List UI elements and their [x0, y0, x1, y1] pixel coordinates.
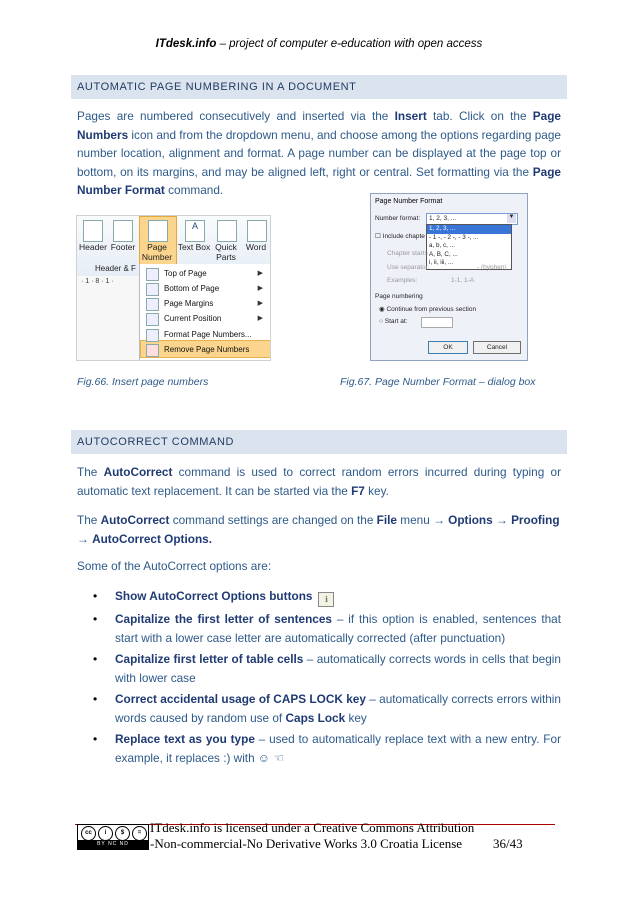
creative-commons-badge[interactable]	[77, 824, 149, 850]
page-numbering-label: Page numbering	[375, 293, 423, 300]
text: command settings are changed on the	[169, 513, 377, 527]
text-bold: File	[376, 513, 397, 527]
number-format-value: 1, 2, 3, ...	[429, 215, 457, 222]
submenu-arrow-icon: ▶	[257, 300, 263, 307]
header-site: ITdesk.info	[155, 38, 217, 50]
list-item[interactable]: i, ii, iii, ...	[429, 259, 454, 266]
section-title: AUTOMATIC PAGE NUMBERING IN A DOCUMENT	[77, 81, 357, 93]
format-page-numbers-icon	[146, 329, 159, 342]
autocorrect-paragraph-1	[77, 463, 561, 500]
ribbon-header-button[interactable]: Header	[79, 242, 107, 252]
ruler: · 1 · 8 · 1 ·	[81, 278, 114, 285]
page-number-format-dialog	[370, 193, 528, 361]
menu-current-position[interactable]: Current Position	[164, 314, 222, 323]
chevron-down-icon: ▼	[507, 214, 516, 223]
cc-badge-label: BY NC ND	[78, 840, 148, 849]
fig67-caption: Fig.67. Page Number Format – dialog box	[340, 376, 536, 388]
text-box-icon: A	[185, 220, 205, 242]
menu-remove-page-numbers[interactable]: Remove Page Numbers	[164, 345, 250, 354]
menu-top-of-page[interactable]: Top of Page	[164, 269, 207, 278]
insert-page-numbers-figure	[76, 215, 271, 361]
bottom-of-page-icon	[146, 283, 159, 296]
page-numbering-paragraph	[77, 107, 561, 200]
text-bold: Insert	[394, 109, 427, 123]
page-number-icon	[148, 220, 168, 242]
include-chapter-checkbox[interactable]: ☐ Include chapte	[375, 233, 425, 240]
cc-icon: cc	[81, 826, 96, 841]
text-bold: Options	[448, 513, 493, 527]
header-tagline: – project of computer e-education with open access	[216, 38, 483, 50]
top-of-page-icon	[146, 268, 159, 281]
text-bold: Proofing	[511, 513, 560, 527]
examples-value: 1-1, 1-A	[451, 277, 475, 284]
text: →	[77, 531, 93, 546]
text-bold: AutoCorrect	[103, 465, 173, 479]
list-item[interactable]: A, B, C, ...	[429, 250, 458, 258]
section-heading-page-numbering	[71, 75, 567, 99]
page-margins-icon	[146, 298, 159, 311]
list-item[interactable]: 1, 2, 3, ...	[427, 225, 511, 234]
cancel-button[interactable]: Cancel	[473, 341, 521, 354]
submenu-arrow-icon: ▶	[257, 315, 263, 322]
examples-label: Examples:	[387, 277, 418, 284]
text: command is used to correct random errors incurred during typing or automatic text replacement. It can be started via the	[77, 465, 562, 498]
include-chapter-label: Include chapte	[382, 233, 425, 240]
list-item[interactable]: - 1 -, - 2 -, - 3 -, ...	[429, 233, 479, 241]
option-text: – used to automatically replace text with a new entry. For example, it replaces :) with ☺ ☜	[115, 732, 562, 765]
autocorrect-options-icon: ℹ	[318, 592, 334, 607]
text: →	[492, 513, 512, 527]
fig66-caption: Fig.66. Insert page numbers	[77, 376, 209, 388]
submenu-arrow-icon: ▶	[257, 285, 263, 292]
list-item	[77, 730, 561, 767]
footer-icon	[113, 220, 133, 242]
text: Pages are numbered consecutively and inserted via the	[77, 109, 395, 123]
current-position-icon	[146, 313, 159, 326]
ribbon-quick-parts-button[interactable]: Quick Parts	[215, 242, 237, 262]
text: The	[77, 513, 101, 527]
quick-parts-icon	[217, 220, 237, 242]
list-item[interactable]: a, b, c, ...	[429, 242, 455, 249]
chapter-starts-label: Chapter starts	[387, 250, 428, 257]
option-title: Show AutoCorrect Options buttons	[115, 589, 313, 603]
menu-page-margins[interactable]: Page Margins	[164, 299, 214, 308]
use-separator-label: Use separator:	[387, 264, 430, 271]
text: tab. Click on the	[426, 109, 533, 123]
option-title: Replace text as you type	[115, 732, 255, 746]
remove-page-numbers-icon	[146, 344, 159, 357]
continue-label: Continue from previous section	[386, 306, 477, 313]
noderivatives-icon: =	[132, 826, 147, 841]
text: key.	[364, 483, 389, 498]
section-title: AUTOCORRECT COMMAND	[77, 436, 235, 448]
noncommercial-icon: $	[115, 826, 130, 841]
separator-value: - (hyphen)	[477, 264, 507, 271]
option-title: Caps Lock	[285, 710, 346, 725]
page-number: 36/43	[493, 836, 523, 851]
start-at-label: Start at:	[384, 318, 408, 325]
text: menu →	[397, 513, 449, 527]
text-bold: F7	[351, 483, 365, 498]
wordart-icon	[247, 220, 267, 242]
option-text: – if this option is enabled, sentences that start with a lower case letter are automatically corrected (after punctuation)	[115, 612, 562, 645]
autocorrect-options-list	[77, 587, 561, 770]
submenu-arrow-icon: ▶	[257, 270, 263, 277]
menu-bottom-of-page[interactable]: Bottom of Page	[164, 284, 220, 293]
text-bold: Page Numbers	[77, 109, 561, 142]
ribbon-page-number-label: Page Number	[141, 242, 173, 262]
attribution-icon: i	[98, 826, 113, 841]
list-item	[77, 610, 561, 647]
page-number-dropdown	[139, 264, 271, 360]
text-bold: AutoCorrect Options.	[92, 531, 213, 546]
option-text: – automatically corrects words in cells that begin with lower case	[115, 652, 561, 685]
option-title: Correct accidental usage of CAPS LOCK key	[115, 692, 366, 706]
autocorrect-paragraph-3: Some of the AutoCorrect options are:	[77, 559, 272, 573]
continue-radio[interactable]: ◉ Continue from previous section	[379, 306, 477, 313]
list-item	[77, 650, 561, 687]
section-heading-autocorrect	[71, 430, 567, 454]
ribbon-footer-button[interactable]: Footer	[110, 242, 136, 252]
option-title: Capitalize first letter of table cells	[115, 652, 304, 666]
option-title: Capitalize the first letter of sentences	[115, 612, 332, 626]
cc-badge-top	[78, 825, 148, 840]
start-at-input[interactable]	[421, 317, 453, 328]
autocorrect-paragraph-2	[77, 511, 561, 548]
menu-format-page-numbers[interactable]: Format Page Numbers...	[164, 330, 252, 339]
text-bold: AutoCorrect	[100, 513, 170, 527]
option-text: – automatically corrects errors within words caused by random use of	[115, 692, 561, 725]
license-line-1: ITdesk.info is licensed under a Creative Commons Attribution	[150, 820, 475, 835]
text-bold: Page Number Format	[77, 164, 561, 197]
ribbon-text-box-button[interactable]: Text Box	[177, 242, 211, 252]
ribbon-wordart-button[interactable]: Word	[245, 242, 267, 252]
page-header	[0, 38, 638, 50]
start-at-radio[interactable]: ○ Start at:	[379, 318, 408, 325]
dialog-title: Page Number Format	[375, 198, 443, 205]
list-item	[77, 690, 561, 727]
ok-button[interactable]: OK	[428, 341, 468, 354]
list-item	[77, 587, 561, 607]
text: command.	[164, 183, 224, 197]
text: icon and from the dropdown menu, and choose among the options regarding page number location, alignment and format. A page number can be displayed at the page top or bottom, on its margins, and may be aligned left, right or central. Set formatting via the	[77, 127, 561, 179]
header-icon	[83, 220, 103, 242]
ribbon-group-label: Header & F	[95, 264, 136, 273]
option-text: key	[345, 710, 367, 725]
text: The	[77, 465, 104, 479]
license-line-2: -Non-commercial-No Derivative Works 3.0 Croatia License	[150, 836, 463, 851]
license-text	[150, 820, 474, 852]
number-format-label: Number format:	[375, 215, 421, 222]
